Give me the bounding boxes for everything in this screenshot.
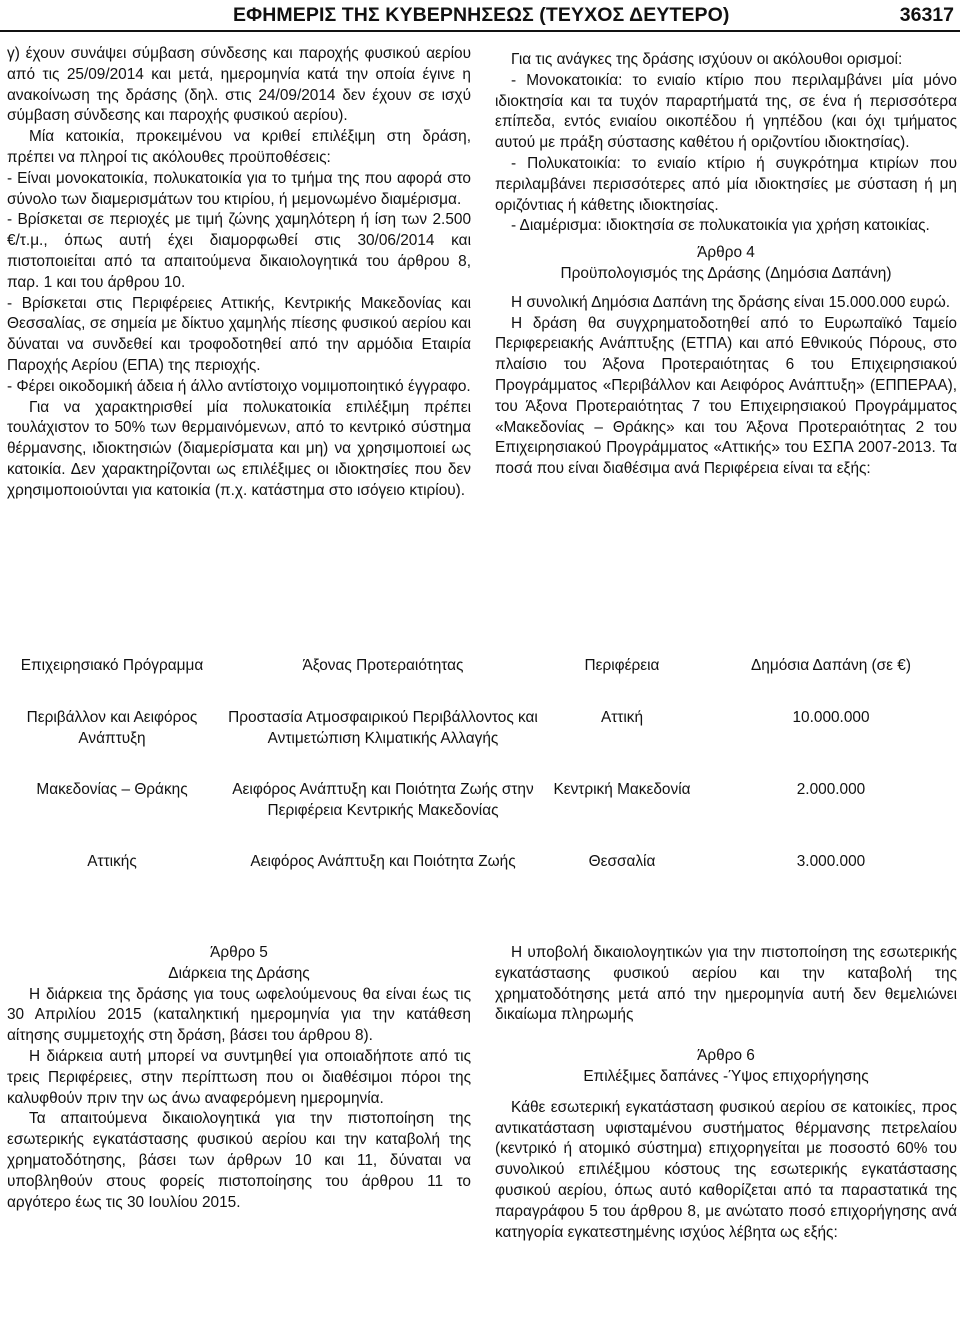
table-header-cell: Περιφέρεια [584,657,660,674]
right-column-top [495,50,957,480]
left-column-top [7,44,471,502]
table-cell: Κεντρική Μακεδονία [553,781,691,798]
article-6-title: Άρθρο 6 [697,1047,755,1065]
table-cell: Αττικής [87,853,137,870]
paragraph: Μία κατοικία, προκειμένου να κριθεί επιλέξιμη στη δράση, πρέπει να πληροί τις ακόλουθες προϋποθέσεις: [7,128,471,166]
paragraph: - Διαμέρισμα: ιδιοκτησία σε πολυκατοικία για χρήση κατοικίας. [511,217,930,235]
left-column-bottom [7,943,471,1213]
budget-distribution-table [0,652,960,901]
article-5-title: Άρθρο 5 [210,944,268,961]
paragraph: Για τις ανάγκες της δράσης ισχύουν οι ακόλουθοι ορισμοί: [511,51,903,68]
paragraph: Τα απαιτούμενα δικαιολογητικά για την πιστοποίηση της εσωτερικής εγκατάστασης φυσικού αερίου και την καταβολή της χρηματοδότησης, βάσει των άρθρων 10 και 11, δύναται να υποβληθούν στους φορείς πιστοποίησης του άρθρου 11 το αργότερο έως τις 30 Ιουλίου 2015. [7,1110,471,1211]
paragraph: - Μονοκατοικία: το ενιαίο κτίριο που περιλαμβάνει μία μόνο ιδιοκτησία και τα τυχόν παραρτήματά της, σε ένα ή περισσότερα επίπεδα, εντός ενιαίου οικοπέδου ή γηπέδου (και όχι τμήματος αυτού με πράξη σύστασης καθέτου ή οριζοντίου ιδιοκτησίας). [495,71,957,152]
table-row [0,851,960,901]
right-column-bottom [495,943,957,1243]
table-cell: Μακεδονίας – Θράκης [36,781,188,798]
table-header-cell: Άξονας Προτεραιότητας [302,657,464,674]
page-header [0,0,960,32]
paragraph: - Είναι μονοκατοικία, πολυκατοικία για το τμήμα της που αφορά στο σύνολο των διαμερισμάτων του κτιρίου, ή μεμονωμένο διαμέρισμα. [7,169,471,208]
article-4-subtitle: Προϋπολογισμός της Δράσης (Δημόσια Δαπάνη) [560,264,892,282]
table-cell: Προστασία Ατμοσφαιρικού Περιβάλλοντος και Αντιμετώπιση Κλιματικής Αλλαγής [228,709,538,747]
table-cell: Περιβάλλον και Αειφόρος Ανάπτυξη [26,709,198,747]
table-cell: 2.000.000 [796,781,866,798]
table-row [0,707,960,779]
table-row [0,779,960,851]
paragraph: Για να χαρακτηρισθεί μία πολυκατοικία επιλέξιμη πρέπει τουλάχιστον το 50% των θερμαινόμενων, από το κεντρικό σύστημα θέρμανσης, ιδιοκτησιών (διαμερίσματα και μη) να χρησιμοποιεί ως κατοικία. Δεν χαρακτηρίζονται ως επιλέξιμες οι ιδιοκτησίες που δεν χρησιμοποιούνται για κατοικία (π.χ. κατάστημα στο ισόγειο κτιρίου). [7,398,471,499]
paragraph: γ) έχουν συνάψει σύμβαση σύνδεσης και παροχής φυσικού αερίου από τις 25/09/2014 και μετά, ημερομηνία κατά την οποία έγινε η ανακοίνωση της δράσης (δηλ. στις 24/09/2014 δεν έχουν σε ισχύ σύμβαση σύνδεσης και παροχής φυσικού αερίου). [7,45,471,125]
paragraph: Η δράση θα συγχρηματοδοτηθεί από το Ευρωπαϊκό Ταμείο Περιφερειακής Ανάπτυξης (ΕΤΠΑ) και από Εθνικούς Πόρους, στο πλαίσιο του Άξονα Προτεραιότητας 6 του Επιχειρησιακού Προγράμματος «Περιβάλλον και Αειφόρος Ανάπτυξη» (ΕΠΠΕΡΑΑ), του Άξονα Προτεραιότητας 7 του Επιχειρησιακού Προγράμματος «Μακεδονίας – Θράκης» και του Άξονα Προτεραιότητας 2 του Επιχειρησιακού Προγράμματος «Αττικής» του ΕΣΠΑ 2007-2013. Τα ποσά που είναι διαθέσιμα ανά Περιφέρεια είναι τα εξής: [495,314,957,478]
article-4-title: Άρθρο 4 [697,244,755,262]
table-cell: Αειφόρος Ανάπτυξη και Ποιότητα Ζωής στην Περιφέρεια Κεντρικής Μακεδονίας [232,781,534,819]
paragraph: - Φέρει οικοδομική άδεια ή άλλο αντίστοιχο νομιμοποιητικό έγγραφο. [7,377,471,395]
table-header-row [0,652,960,707]
paragraph: - Βρίσκεται στις Περιφέρειες Αττικής, Κεντρικής Μακεδονίας και Θεσσαλίας, σε σημεία με δίκτυο χαμηλής πίεσης φυσικού αερίου και δύναται να συνδεθεί και τροφοδοτηθεί από την αρμόδια Εταιρία Παροχής Αερίου (ΕΠΑ) της περιοχής. [7,294,471,374]
table-cell: 3.000.000 [796,853,866,870]
paragraph: Κάθε εσωτερική εγκατάσταση φυσικού αερίου σε κατοικίες, προς αντικατάσταση υφισταμένου συστήματος θέρμανσης πετρελαίου (κεντρικό ή ατομικό σύστημα) επιχορηγείται με ποσοστό 60% του συνολικού επιλέξιμου κόστους της εσωτερικής εγκατάστασης φυσικού αερίου, όπως αυτό καθορίζεται από τα παραστατικά της παραγράφου 5 του άρθρου 8, με ανώτατο ποσό επιχορήγησης ανά κατηγορία εγκατεστημένης ισχύος λέβητα ως εξής: [495,1098,957,1241]
article-5-subtitle: Διάρκεια της Δράσης [168,964,310,982]
paragraph: Η συνολική Δημόσια Δαπάνη της δράσης είναι 15.000.000 ευρώ. [511,293,951,311]
table-cell: Θεσσαλία [588,853,656,870]
paragraph: - Βρίσκεται σε περιοχές με τιμή ζώνης χαμηλότερη ή ίση των 2.500 €/τ.μ., όπως αυτή έχει διαμορφωθεί στις 30/06/2014 και πιστοποιείται από τα απαιτούμενα δικαιολογητικά του άρθρου 8, παρ. 1 και του άρθρου 10. [7,211,471,291]
table-cell: Αειφόρος Ανάπτυξη και Ποιότητα Ζωής [250,853,516,870]
paragraph: Η διάρκεια αυτή μπορεί να συντμηθεί για οποιαδήποτε από τις τρεις Περιφέρειες, στην περίπτωση που οι διαθέσιμοι πόροι της καλυφθούν πριν την ως άνω αναφερόμενη ημερομηνία. [7,1047,471,1107]
gazette-title: ΕΦΗΜΕΡΙΣ ΤΗΣ ΚΥΒΕΡΝΗΣΕΩΣ (ΤΕΥΧΟΣ ΔΕΥΤΕΡΟ) [233,4,730,26]
article-6-subtitle: Επιλέξιμες δαπάνες -Ύψος επιχορήγησης [583,1067,869,1085]
page-number: 36317 [899,4,954,26]
table-cell: 10.000.000 [792,709,870,726]
paragraph: Η υποβολή δικαιολογητικών για την πιστοποίηση της εσωτερικής εγκατάστασης φυσικού αερίου και την καταβολή της χρηματοδότησης μετά από την ημερομηνία αυτή δεν θεμελιώνει δικαίωμα πληρωμής [495,944,957,1024]
table-header-cell: Επιχειρησιακό Πρόγραμμα [20,657,204,674]
table-header-cell: Δημόσια Δαπάνη (σε €) [751,657,911,674]
paragraph: - Πολυκατοικία: το ενιαίο κτίριο ή συγκρότημα κτιρίων που περιλαμβάνει περισσότερες από μία ιδιοκτησίες με σύσταση ή μη οριζόντιας ή κάθετης ιδιοκτησίας. [495,154,957,214]
paragraph: Η διάρκεια της δράσης για τους ωφελούμενους θα είναι έως τις 30 Απριλίου 2015 (καταληκτική ημερομηνία για την κατάθεση αίτησης συμμετοχής στη δράση, βάσει του άρθρου 8). [7,985,471,1045]
table-cell: Αττική [600,709,644,726]
